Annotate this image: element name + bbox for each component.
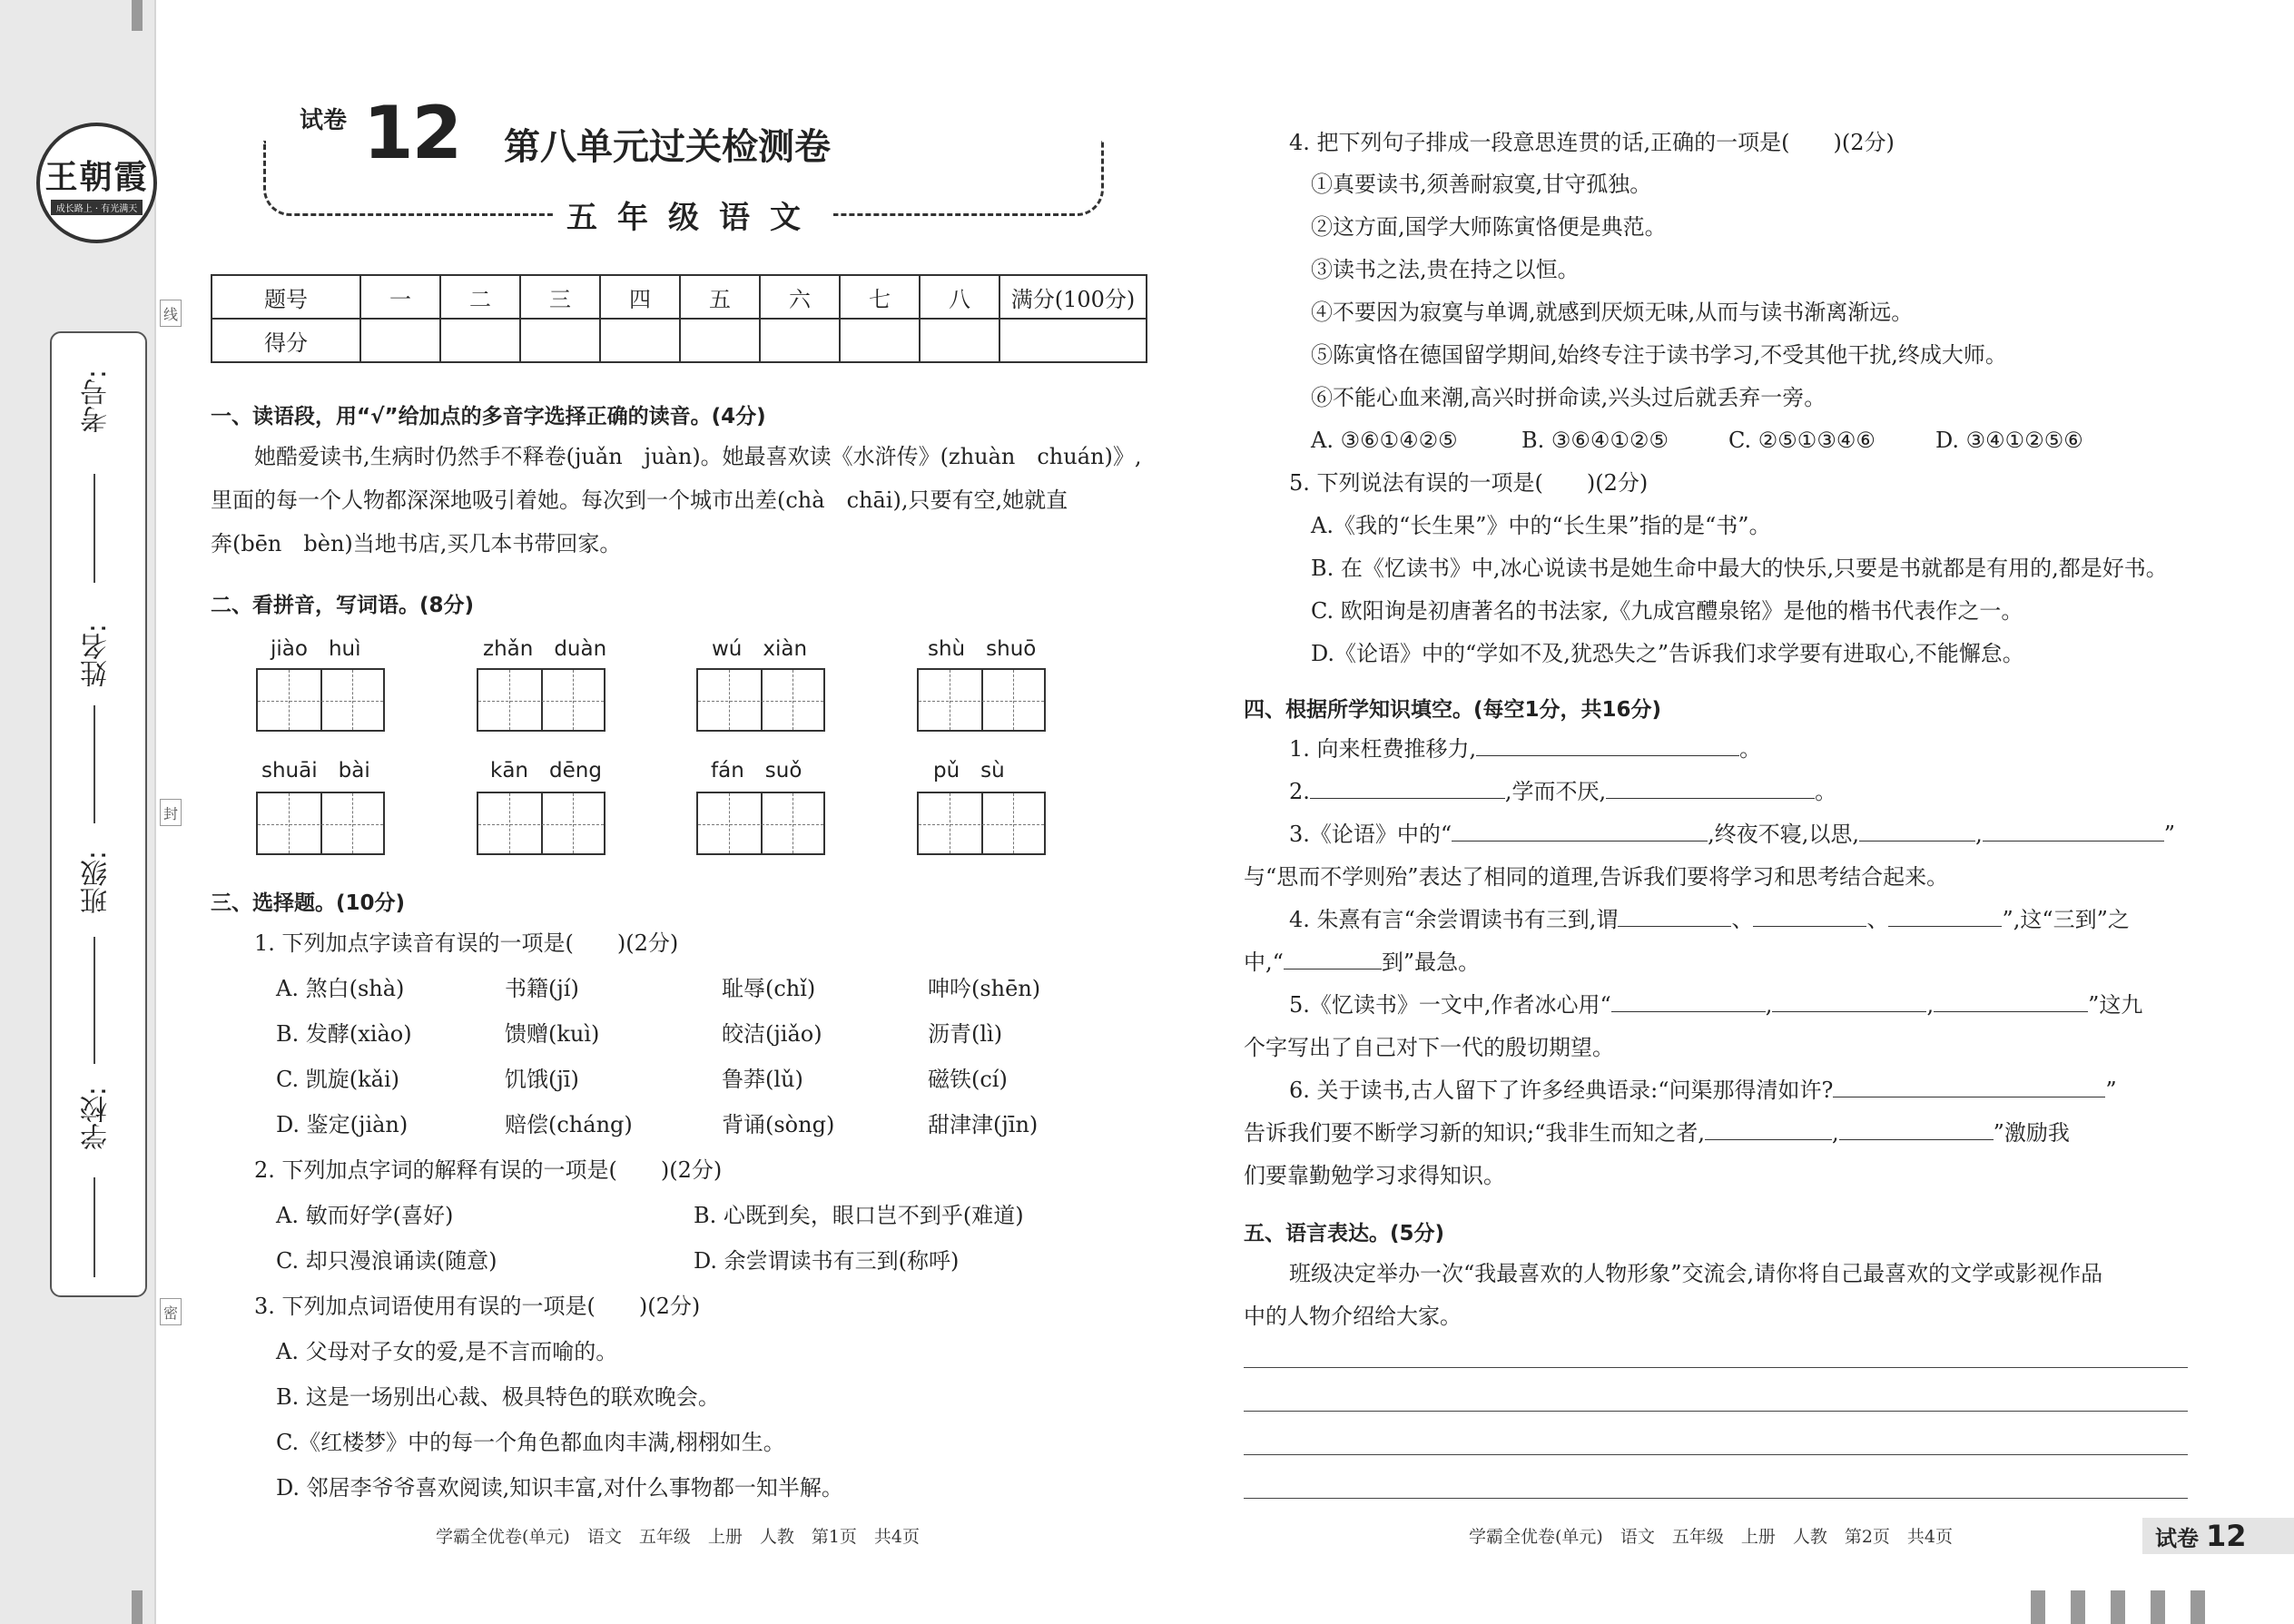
score-cell: 满分(100分) bbox=[999, 275, 1147, 319]
score-cell: 题号 bbox=[212, 275, 360, 319]
fill-blank[interactable] bbox=[1705, 1119, 1832, 1140]
passage-line: 里面的每一个人物都深深地吸引着她。每次到一个城市出差(chà chāi),只要有空,她就直 bbox=[211, 487, 1068, 513]
cut-mark-dense: 密 bbox=[160, 1298, 182, 1325]
exam-number-label: 考号: bbox=[81, 369, 113, 434]
sentence-item: ④不要因为寂寞与单调,就感到厌烦无味,从而与读书渐离渐远。 bbox=[1311, 300, 1914, 325]
registration-mark bbox=[132, 1590, 143, 1624]
passage-line: 奔(bēn bèn)当地书店,买几本书带回家。 bbox=[211, 531, 622, 556]
cut-mark-seal: 封 bbox=[160, 799, 182, 826]
corner-number: 12 bbox=[2206, 1519, 2247, 1553]
score-input[interactable] bbox=[760, 319, 840, 362]
option-item: C. 欧阳询是初唐著名的书法家,《九成宫醴泉铭》是他的楷书代表作之一。 bbox=[1311, 598, 2023, 624]
score-cell: 三 bbox=[520, 275, 600, 319]
fill-blank[interactable] bbox=[1753, 906, 1866, 927]
fill-text: 、 bbox=[1866, 907, 1889, 932]
sentence-item: ⑥不能心血来潮,高兴时拼命读,兴头过后就丢弃一旁。 bbox=[1311, 385, 1826, 410]
writing-grid[interactable] bbox=[696, 792, 825, 855]
fill-blank[interactable] bbox=[1772, 991, 1926, 1012]
fill-text: , bbox=[1975, 822, 1983, 847]
option-item: C. 凯旋(kǎi) bbox=[276, 1067, 400, 1092]
fill-blank[interactable] bbox=[1284, 949, 1382, 969]
fill-line bbox=[1289, 821, 2175, 848]
exam-subtitle: 五年级语文 bbox=[554, 192, 833, 237]
edge-bar bbox=[2031, 1590, 2045, 1624]
class-line[interactable] bbox=[94, 937, 95, 1064]
registration-mark bbox=[132, 0, 143, 31]
fill-line bbox=[1244, 949, 1480, 976]
exam-number-line[interactable] bbox=[94, 474, 95, 583]
option-item: B. 心既到矣，眼口岂不到乎(难道) bbox=[694, 1203, 1024, 1228]
fill-text: ” bbox=[2105, 1078, 2117, 1103]
option-item: C. 却只漫浪诵读(随意) bbox=[276, 1248, 497, 1274]
fill-text: ”,这“三到”之 bbox=[2002, 907, 2130, 932]
logo-name: 王朝霞 bbox=[44, 157, 149, 196]
score-input[interactable] bbox=[360, 319, 440, 362]
prompt-line: 班级决定举办一次“我最喜欢的人物形象”交流会,请你将自己最喜欢的文学或影视作品 bbox=[1289, 1261, 2103, 1286]
sentence-item: ①真要读书,须善耐寂寞,甘守孤独。 bbox=[1311, 172, 1652, 197]
option-item: 馈赠(kuì) bbox=[505, 1021, 600, 1047]
option-item: D. ③④①②⑤⑥ bbox=[1935, 428, 2083, 453]
fill-line bbox=[1289, 906, 2130, 933]
fill-blank[interactable] bbox=[1606, 778, 1815, 799]
question-stem: 3. 下列加点词语使用有误的一项是( )(2分) bbox=[254, 1294, 701, 1319]
pinyin-label: shù shuō bbox=[928, 637, 1037, 661]
option-item: A. ③⑥①④②⑤ bbox=[1311, 428, 1458, 453]
fill-text: 3.《论语》中的“ bbox=[1289, 822, 1452, 847]
fill-blank[interactable] bbox=[1859, 821, 1975, 842]
section-5-heading: 五、语言表达。(5分) bbox=[1244, 1222, 1445, 1245]
option-item: 背诵(sòng) bbox=[722, 1112, 835, 1137]
fill-text: 2. bbox=[1289, 779, 1310, 804]
fill-text: 。 bbox=[1815, 779, 1837, 804]
brand-logo bbox=[36, 123, 157, 243]
pinyin-label: wú xiàn bbox=[712, 637, 808, 661]
option-item: D.《论语》中的“学如不及,犹恐失之”告诉我们求学要有进取心,不能懈怠。 bbox=[1311, 641, 2024, 666]
option-item: D. 邻居李爷爷喜欢阅读,知识丰富,对什么事物都一知半解。 bbox=[276, 1475, 843, 1501]
exam-number: 12 bbox=[363, 91, 461, 175]
writing-grid[interactable] bbox=[256, 792, 385, 855]
fill-line: 们要靠勤勉学习求得知识。 bbox=[1244, 1163, 1505, 1188]
fill-text: 1. 向来枉费推移力, bbox=[1289, 736, 1477, 762]
answer-line[interactable] bbox=[1244, 1454, 2188, 1455]
option-item: 呻吟(shēn) bbox=[928, 976, 1041, 1001]
pinyin-label: zhǎn duàn bbox=[483, 637, 607, 661]
corner-tab bbox=[2142, 1518, 2294, 1554]
score-input[interactable] bbox=[440, 319, 520, 362]
option-item: 磁铁(cí) bbox=[928, 1067, 1008, 1092]
fill-blank[interactable] bbox=[1934, 991, 2088, 1012]
edge-bar bbox=[2111, 1590, 2125, 1624]
exam-badge: 试卷 bbox=[300, 107, 348, 134]
score-input[interactable] bbox=[680, 319, 760, 362]
score-cell: 得分 bbox=[212, 319, 360, 362]
writing-grid[interactable] bbox=[917, 668, 1046, 732]
question-stem: 4. 把下列句子排成一段意思连贯的话,正确的一项是( )(2分) bbox=[1289, 130, 1895, 155]
option-item: B. 这是一场别出心裁、极具特色的联欢晚会。 bbox=[276, 1384, 720, 1410]
score-cell: 八 bbox=[920, 275, 999, 319]
option-item: D. 余尝谓读书有三到(称呼) bbox=[694, 1248, 960, 1274]
class-label: 班级: bbox=[81, 851, 113, 915]
option-item: 鲁莽(lǔ) bbox=[722, 1067, 803, 1092]
fill-text: 4. 朱熹有言“余尝谓读书有三到,谓 bbox=[1289, 907, 1619, 932]
score-cell: 五 bbox=[680, 275, 760, 319]
name-line[interactable] bbox=[94, 705, 95, 823]
option-item: 甜津津(jīn) bbox=[928, 1112, 1039, 1137]
score-cell: 二 bbox=[440, 275, 520, 319]
fill-blank[interactable] bbox=[1833, 1077, 2105, 1097]
option-item: B. 在《忆读书》中,冰心说读书是她生命中最大的快乐,只要是书就都是有用的,都是好书。 bbox=[1311, 556, 2168, 581]
option-item: 赔偿(cháng) bbox=[505, 1112, 633, 1137]
writing-grid[interactable] bbox=[917, 792, 1046, 855]
score-input[interactable] bbox=[999, 319, 1147, 362]
fill-text: ,学而不厌, bbox=[1504, 779, 1607, 804]
fill-text: ,终夜不寝,以思, bbox=[1708, 822, 1860, 847]
option-item: 耻辱(chǐ) bbox=[722, 976, 816, 1001]
fill-blank[interactable] bbox=[1452, 821, 1708, 842]
option-item: B. 发酵(xiào) bbox=[276, 1021, 412, 1047]
fill-text: , bbox=[1831, 1120, 1839, 1146]
option-item: A.《我的“长生果”》中的“长生果”指的是“书”。 bbox=[1311, 513, 1771, 538]
corner-label: 试卷 bbox=[2155, 1525, 2199, 1551]
score-input[interactable] bbox=[520, 319, 600, 362]
fill-text: 告诉我们要不断学习新的知识;“我非生而知之者, bbox=[1244, 1120, 1705, 1146]
fill-line: 个字写出了自己对下一代的殷切期望。 bbox=[1244, 1035, 1614, 1060]
option-item: 皎洁(jiǎo) bbox=[722, 1021, 822, 1047]
option-item: 饥饿(jī) bbox=[505, 1067, 579, 1092]
section-1-heading: 一、读语段，用“√”给加点的多音字选择正确的读音。(4分) bbox=[211, 405, 766, 428]
fill-line bbox=[1289, 778, 1836, 805]
section-2-heading: 二、看拼音，写词语。(8分) bbox=[211, 594, 475, 617]
option-item: 沥青(lì) bbox=[928, 1021, 1003, 1047]
fill-text: 中,“ bbox=[1244, 950, 1284, 975]
fill-text: 。 bbox=[1739, 736, 1762, 762]
score-value-row bbox=[212, 319, 1147, 362]
student-info-box bbox=[50, 331, 147, 1297]
fill-line: 与“思而不学则殆”表达了相同的道理,告诉我们要将学习和思考结合起来。 bbox=[1244, 864, 1949, 890]
exam-title: 第八单元过关检测卷 bbox=[504, 126, 831, 168]
fill-text: ”激励我 bbox=[1993, 1120, 2070, 1146]
fill-blank[interactable] bbox=[1839, 1119, 1994, 1140]
pinyin-label: kān dēng bbox=[490, 759, 602, 782]
sentence-item: ②这方面,国学大师陈寅恪便是典范。 bbox=[1311, 214, 1667, 240]
score-table bbox=[211, 274, 1147, 363]
score-input[interactable] bbox=[920, 319, 999, 362]
edge-bar bbox=[2071, 1590, 2085, 1624]
prompt-line: 中的人物介绍给大家。 bbox=[1244, 1304, 1462, 1329]
page-seam bbox=[154, 0, 156, 1624]
score-input[interactable] bbox=[840, 319, 920, 362]
option-item: 书籍(jí) bbox=[505, 976, 579, 1001]
fill-line bbox=[1289, 735, 1761, 763]
question-stem: 5. 下列说法有误的一项是( )(2分) bbox=[1289, 470, 1649, 496]
score-cell: 七 bbox=[840, 275, 920, 319]
fill-text: 到”最急。 bbox=[1381, 950, 1481, 975]
fill-blank[interactable] bbox=[1618, 906, 1731, 927]
option-item: A. 煞白(shà) bbox=[276, 976, 405, 1001]
option-item: C.《红楼梦》中的每一个角色都血肉丰满,栩栩如生。 bbox=[276, 1430, 785, 1455]
page-footer-right: 学霸全优卷(单元) 语文 五年级 上册 人教 第2页 共4页 bbox=[1469, 1527, 1954, 1547]
section-3-heading: 三、选择题。(10分) bbox=[211, 891, 406, 915]
edge-bar bbox=[2191, 1590, 2205, 1624]
fill-text: , bbox=[1765, 992, 1773, 1018]
school-line[interactable] bbox=[94, 1177, 95, 1277]
fill-line bbox=[1289, 1077, 2117, 1104]
option-item: A. 父母对子女的爱,是不言而喻的。 bbox=[276, 1339, 618, 1364]
answer-line[interactable] bbox=[1244, 1411, 2188, 1412]
question-stem: 2. 下列加点字词的解释有误的一项是( )(2分) bbox=[254, 1157, 723, 1183]
answer-line[interactable] bbox=[1244, 1367, 2188, 1368]
section-4-heading: 四、根据所学知识填空。(每空1分，共16分) bbox=[1244, 698, 1662, 722]
option-item: A. 敏而好学(喜好) bbox=[276, 1203, 454, 1228]
page-footer-left: 学霸全优卷(单元) 语文 五年级 上册 人教 第1页 共4页 bbox=[436, 1527, 921, 1547]
answer-line[interactable] bbox=[1244, 1498, 2188, 1499]
name-label: 姓名: bbox=[81, 624, 113, 688]
fill-line bbox=[1289, 991, 2142, 1019]
writing-grid[interactable] bbox=[256, 668, 385, 732]
pinyin-label: jiào huì bbox=[271, 637, 361, 661]
pinyin-label: fán suǒ bbox=[711, 759, 802, 782]
sentence-item: ③读书之法,贵在持之以恒。 bbox=[1311, 257, 1580, 282]
passage-line: 她酷爱读书,生病时仍然手不释卷(juǎn juàn)。她最喜欢读《水浒传》(zhuàn chuán)》, bbox=[254, 444, 1142, 469]
fill-text: ”这九 bbox=[2088, 992, 2143, 1018]
fill-text: 5.《忆读书》一文中,作者冰心用“ bbox=[1289, 992, 1611, 1018]
pinyin-label: pǔ sù bbox=[933, 759, 1005, 782]
logo-ribbon: 成长路上 · 有光满天 bbox=[51, 200, 143, 215]
fill-blank[interactable] bbox=[1476, 735, 1739, 756]
edge-bar bbox=[2151, 1590, 2165, 1624]
question-stem: 1. 下列加点字读音有误的一项是( )(2分) bbox=[254, 930, 679, 956]
fill-blank[interactable] bbox=[1888, 906, 2002, 927]
score-cell: 四 bbox=[600, 275, 680, 319]
fill-text: , bbox=[1926, 992, 1935, 1018]
fill-blank[interactable] bbox=[1310, 778, 1505, 799]
option-item: B. ③⑥④①②⑤ bbox=[1521, 428, 1669, 453]
writing-grid[interactable] bbox=[696, 668, 825, 732]
pinyin-label: shuāi bài bbox=[261, 759, 370, 782]
writing-grid[interactable] bbox=[477, 792, 605, 855]
fill-line bbox=[1244, 1119, 2070, 1147]
fill-text: 6. 关于读书,古人留下了许多经典语录:“问渠那得清如许? bbox=[1289, 1078, 1834, 1103]
score-input[interactable] bbox=[600, 319, 680, 362]
fill-blank[interactable] bbox=[1611, 991, 1766, 1012]
option-item: C. ②⑤①③④⑥ bbox=[1728, 428, 1876, 453]
writing-grid[interactable] bbox=[477, 668, 605, 732]
fill-text: 、 bbox=[1731, 907, 1754, 932]
school-label: 学校: bbox=[81, 1087, 113, 1151]
score-cell: 一 bbox=[360, 275, 440, 319]
score-header-row bbox=[212, 275, 1147, 319]
option-item: D. 鉴定(jiàn) bbox=[276, 1112, 409, 1137]
fill-text: ” bbox=[2163, 822, 2175, 847]
sentence-item: ⑤陈寅恪在德国留学期间,始终专注于读书学习,不受其他干扰,终成大师。 bbox=[1311, 342, 2007, 368]
cut-mark-line: 线 bbox=[160, 300, 182, 327]
score-cell: 六 bbox=[760, 275, 840, 319]
fill-blank[interactable] bbox=[1983, 821, 2164, 842]
